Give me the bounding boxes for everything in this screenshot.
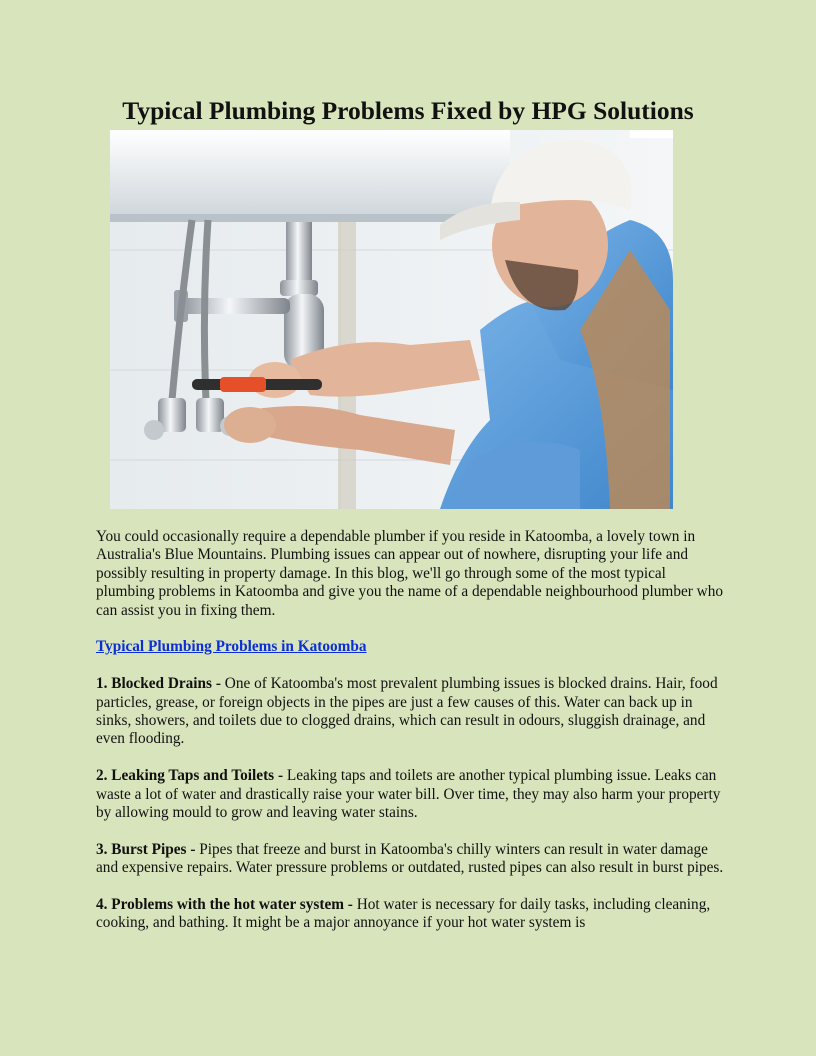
problem-heading: 1. Blocked Drains -	[96, 675, 221, 693]
section-heading-link[interactable]: Typical Plumbing Problems in Katoomba	[96, 638, 367, 656]
problem-item	[96, 896, 724, 933]
problem-text: One of Katoomba's most prevalent plumbing issues is blocked drains. Hair, food particles, grease, or foreign objects in the pipes are just a few causes of this. Water can back up in sinks, showers, and toilets due to clogged drains, which can result in odours, sluggish drainage, and even flooding.	[96, 675, 718, 748]
plumber-photo	[110, 130, 673, 509]
problem-item	[96, 675, 724, 749]
problem-text: Pipes that freeze and burst in Katoomba's chilly winters can result in water damage and expensive repairs. Water pressure problems or outdated, rusted pipes can also result in burst pipes.	[96, 840, 724, 877]
problem-heading: 3. Burst Pipes -	[96, 840, 196, 858]
problem-item	[96, 767, 724, 822]
problem-heading: 4. Problems with the hot water system -	[96, 896, 353, 914]
problem-item	[96, 841, 724, 878]
page-title: Typical Plumbing Problems Fixed by HPG Solutions	[122, 96, 694, 125]
plumber-fixing-sink-illustration	[110, 130, 673, 509]
article-body	[96, 528, 724, 951]
problem-text: Hot water is necessary for daily tasks, including cleaning, cooking, and bathing. It might be a major annoyance if your hot water system is	[96, 896, 711, 932]
intro-paragraph: You could occasionally require a dependable plumber if you reside in Katoomba, a lovely town in Australia's Blue Mountains. Plumbing issues can appear out of nowhere, disrupting your life and possibly resulting in property damage. In this blog, we'll go through some of the most typical plumbing problems in Katoomba and give you the name of a dependable neighbourhood plumber who can assist you in fixing them.	[96, 528, 724, 619]
problem-text: Leaking taps and toilets are another typical plumbing issue. Leaks can waste a lot of water and drastically raise your water bill. Over time, they may also harm your property by allowing mould to grow and leaving water stains.	[96, 767, 721, 822]
problem-heading: 2. Leaking Taps and Toilets -	[96, 767, 284, 785]
